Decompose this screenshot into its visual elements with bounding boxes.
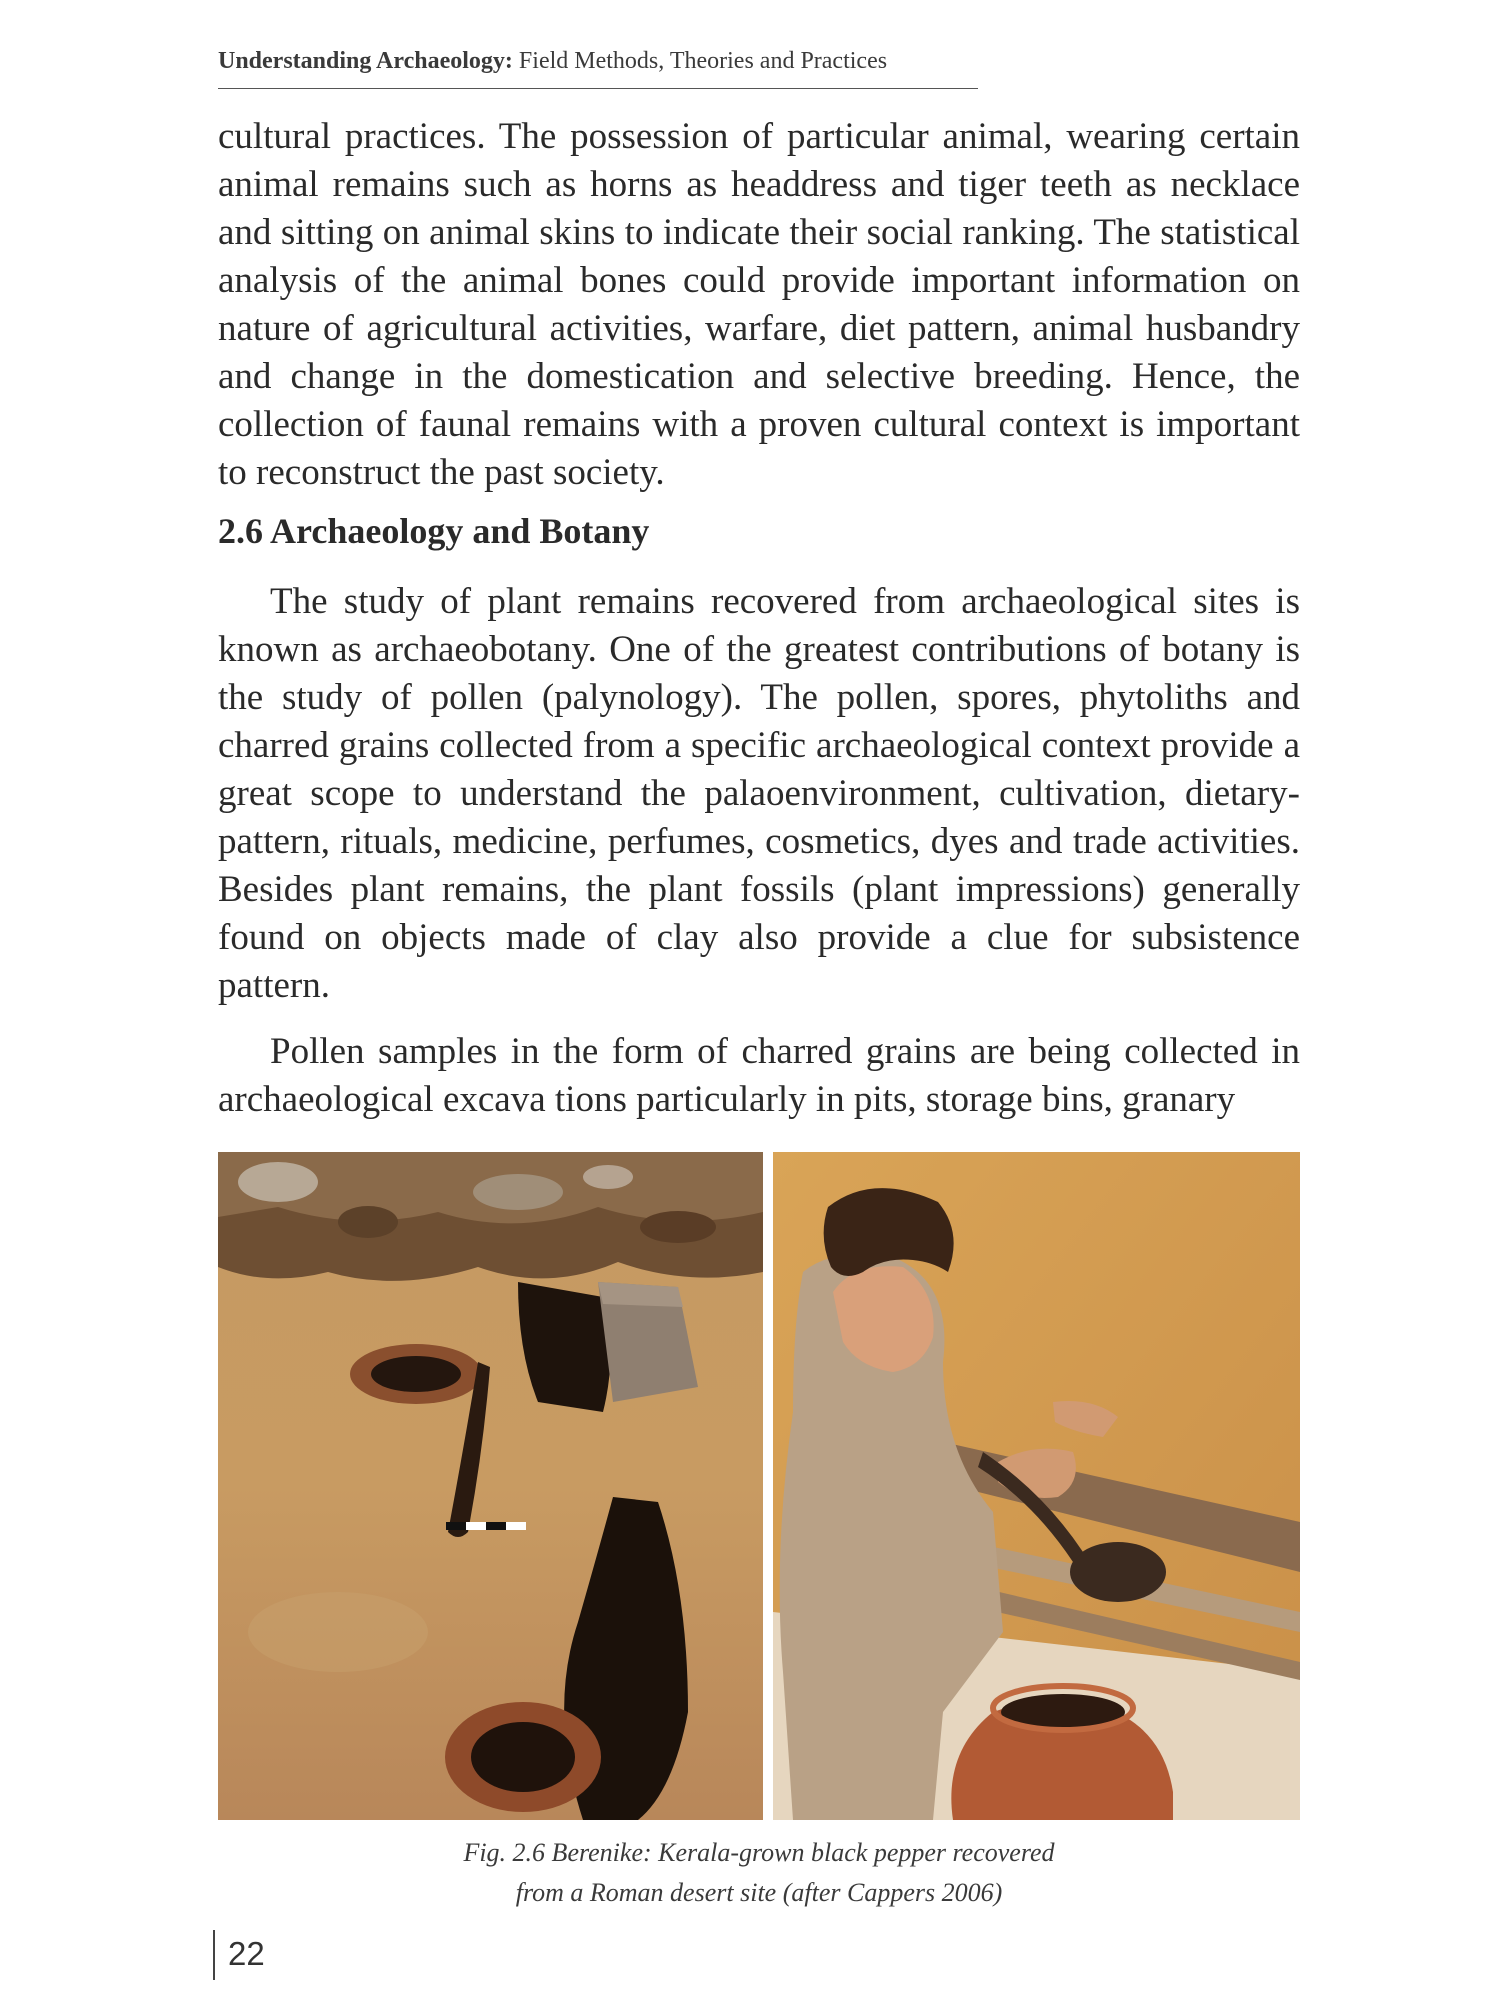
page-number-rule <box>213 1930 215 1980</box>
running-header <box>218 48 978 89</box>
paragraph-faunal-remains: cultural practices. The possession of particular animal, wearing certain animal remains such as horns as headdress and tiger teeth as necklace and sitting on animal skins to indicate their social ranking. The statistical analysis of the animal bones could provide important information on nature of agricultural activities, warfare, diet pattern, animal husbandry and change in the domestication and selective breeding. Hence, the collection of faunal remains with a proven cultural context is important to reconstruct the past society. <box>218 116 1300 493</box>
figure-caption-line-1: Fig. 2.6 Berenike: Kerala-grown black pepper recovered <box>463 1838 1055 1867</box>
running-header-subtitle: Field Methods, Theories and Practices <box>512 48 888 74</box>
running-header-book-title: Understanding Archaeology: <box>218 48 513 74</box>
section-heading: 2.6 Archaeology and Botany <box>218 511 650 551</box>
figure-caption <box>218 1833 1300 1913</box>
paragraph-archaeobotany: The study of plant remains recovered from archaeological sites is known as archaeobotany. One of the greatest contributions of botany is the study of pollen (palynology). The pollen, spores, phytoliths and charred grains collected from a specific archaeological context provide a great scope to understand the palaoenvironment, cultivation, dietary-pattern, rituals, medicine, perfumes, cosmetics, dyes and trade activities. Besides plant remains, the plant fossils (plant impressions) generally found on objects made of clay also provide a clue for subsistence pattern. <box>218 581 1300 1006</box>
page-number: 22 <box>228 1935 265 1972</box>
figure-2-6 <box>218 1152 1300 1820</box>
paragraph-pollen-samples: Pollen samples in the form of charred grains are being collected in archaeological excava tions particularly in pits, storage bins, granary <box>218 1031 1300 1120</box>
figure-caption-line-2: from a Roman desert site (after Cappers 2006) <box>515 1878 1003 1907</box>
archaeologist-photo <box>773 1152 1300 1820</box>
excavation-photo <box>218 1152 763 1820</box>
